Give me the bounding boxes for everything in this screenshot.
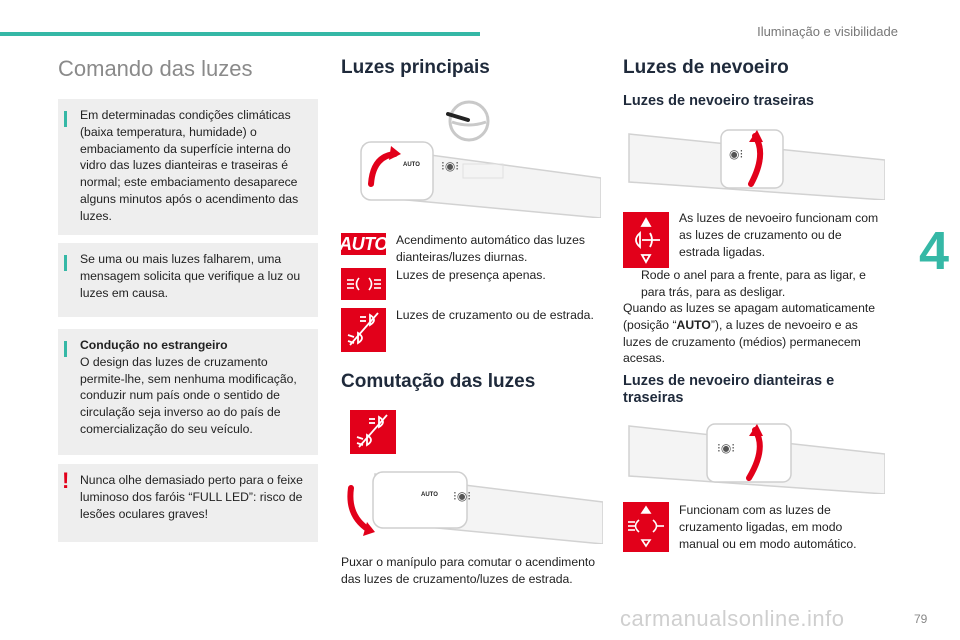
info-marker	[64, 111, 67, 127]
stalk-auto-label-2: AUTO	[421, 492, 438, 498]
warning-text: Nunca olhe demasiado perto para o feixe luminoso dos faróis “FULL LED”: risco de lesões oculares graves!	[80, 473, 303, 521]
svg-text:⁝◉⁝: ⁝◉⁝	[717, 441, 736, 455]
svg-text:◉⁝: ◉⁝	[729, 147, 744, 161]
item-auto-text: Acendimento automático das luzes dianteiras/luzes diurnas.	[396, 233, 586, 264]
info-box-abroad	[58, 329, 318, 455]
item-sidelights-text: Luzes de presença apenas.	[396, 268, 546, 282]
info-marker	[64, 255, 67, 271]
bullet-text: Rode o anel para a frente, para as ligar, e para trás, para as desligar.	[641, 268, 866, 299]
beam-switch-caption: Puxar o manípulo para comutar o acendimento das luzes de cruzamento/luzes de estrada.	[341, 555, 596, 586]
info-box-fogging	[58, 99, 318, 235]
page-title: Comando das luzes	[58, 56, 253, 81]
heading-fog-lights: Luzes de nevoeiro	[623, 57, 789, 78]
svg-text:⁝◉⁝: ⁝◉⁝	[441, 159, 460, 173]
svg-text:⁝◉⁝: ⁝◉⁝	[453, 489, 472, 503]
auto-paragraph-start: Quando as luzes se apagam automaticamente (posição “	[623, 301, 876, 332]
auto-paragraph	[623, 300, 885, 367]
heading-beam-switching: Comutação das luzes	[341, 371, 536, 392]
beam-stalk-diagram	[345, 466, 603, 544]
rear-fog-stalk-diagram	[625, 124, 885, 200]
warning-box	[58, 464, 318, 542]
heading-front-rear-fog: Luzes de nevoeiro dianteiras e traseiras	[623, 373, 835, 406]
chapter-number: 4	[918, 221, 950, 281]
item-beam-text: Luzes de cruzamento ou de estrada.	[396, 308, 594, 322]
info-marker	[64, 341, 67, 357]
auto-paragraph-bold: AUTO	[676, 317, 711, 332]
front-rear-fog-icon	[623, 502, 669, 552]
rear-fog-icon	[623, 212, 669, 268]
header-accent-bar	[0, 32, 480, 36]
info-box-failure	[58, 243, 318, 317]
headlamp-switch-icon	[341, 308, 386, 352]
front-rear-fog-text: Funcionam com as luzes de cruzamento ligadas, em modo manual ou em modo automático.	[679, 503, 857, 551]
sidelights-icon	[341, 268, 386, 300]
heading-rear-fog: Luzes de nevoeiro traseiras	[623, 93, 814, 109]
rear-fog-text: As luzes de nevoeiro funcionam com as luzes de cruzamento ou de estrada ligadas.	[679, 211, 879, 259]
section-title: Iluminação e visibilidade	[757, 24, 898, 39]
auto-mode-badge: AUTO	[339, 233, 388, 254]
stalk-auto-label: AUTO	[403, 162, 420, 168]
info-text: Em determinadas condições climáticas (baixa temperatura, humidade) o embaciamento da superfície interna do vidro das luzes dianteiras e traseiras é normal; este embaciamento desaparece alguns minutos após o acendimento das luzes.	[80, 108, 299, 223]
info-title: Condução no estrangeiro	[80, 338, 228, 352]
auto-paragraph-end: ”), a luzes de nevoeiro e as luzes de cruzamento (médios) permanecem acesas.	[623, 317, 861, 366]
warning-icon: !	[62, 468, 70, 493]
lighting-stalk-diagram	[343, 134, 601, 218]
watermark: carmanualsonline.info	[620, 606, 845, 631]
beam-switch-icon	[350, 410, 396, 454]
info-text: Se uma ou mais luzes falharem, uma mensagem solicita que verifique a luz ou luzes em causa.	[80, 252, 301, 300]
front-fog-stalk-diagram	[625, 418, 885, 494]
heading-main-lights: Luzes principais	[341, 57, 490, 78]
info-body: O design das luzes de cruzamento permite-lhe, sem nenhuma modificação, conduzir num país onde o sentido de circulação seja inverso ao do país de comercialização do seu veículo.	[80, 354, 297, 436]
page-number: 79	[914, 612, 928, 626]
info-text	[80, 337, 308, 438]
